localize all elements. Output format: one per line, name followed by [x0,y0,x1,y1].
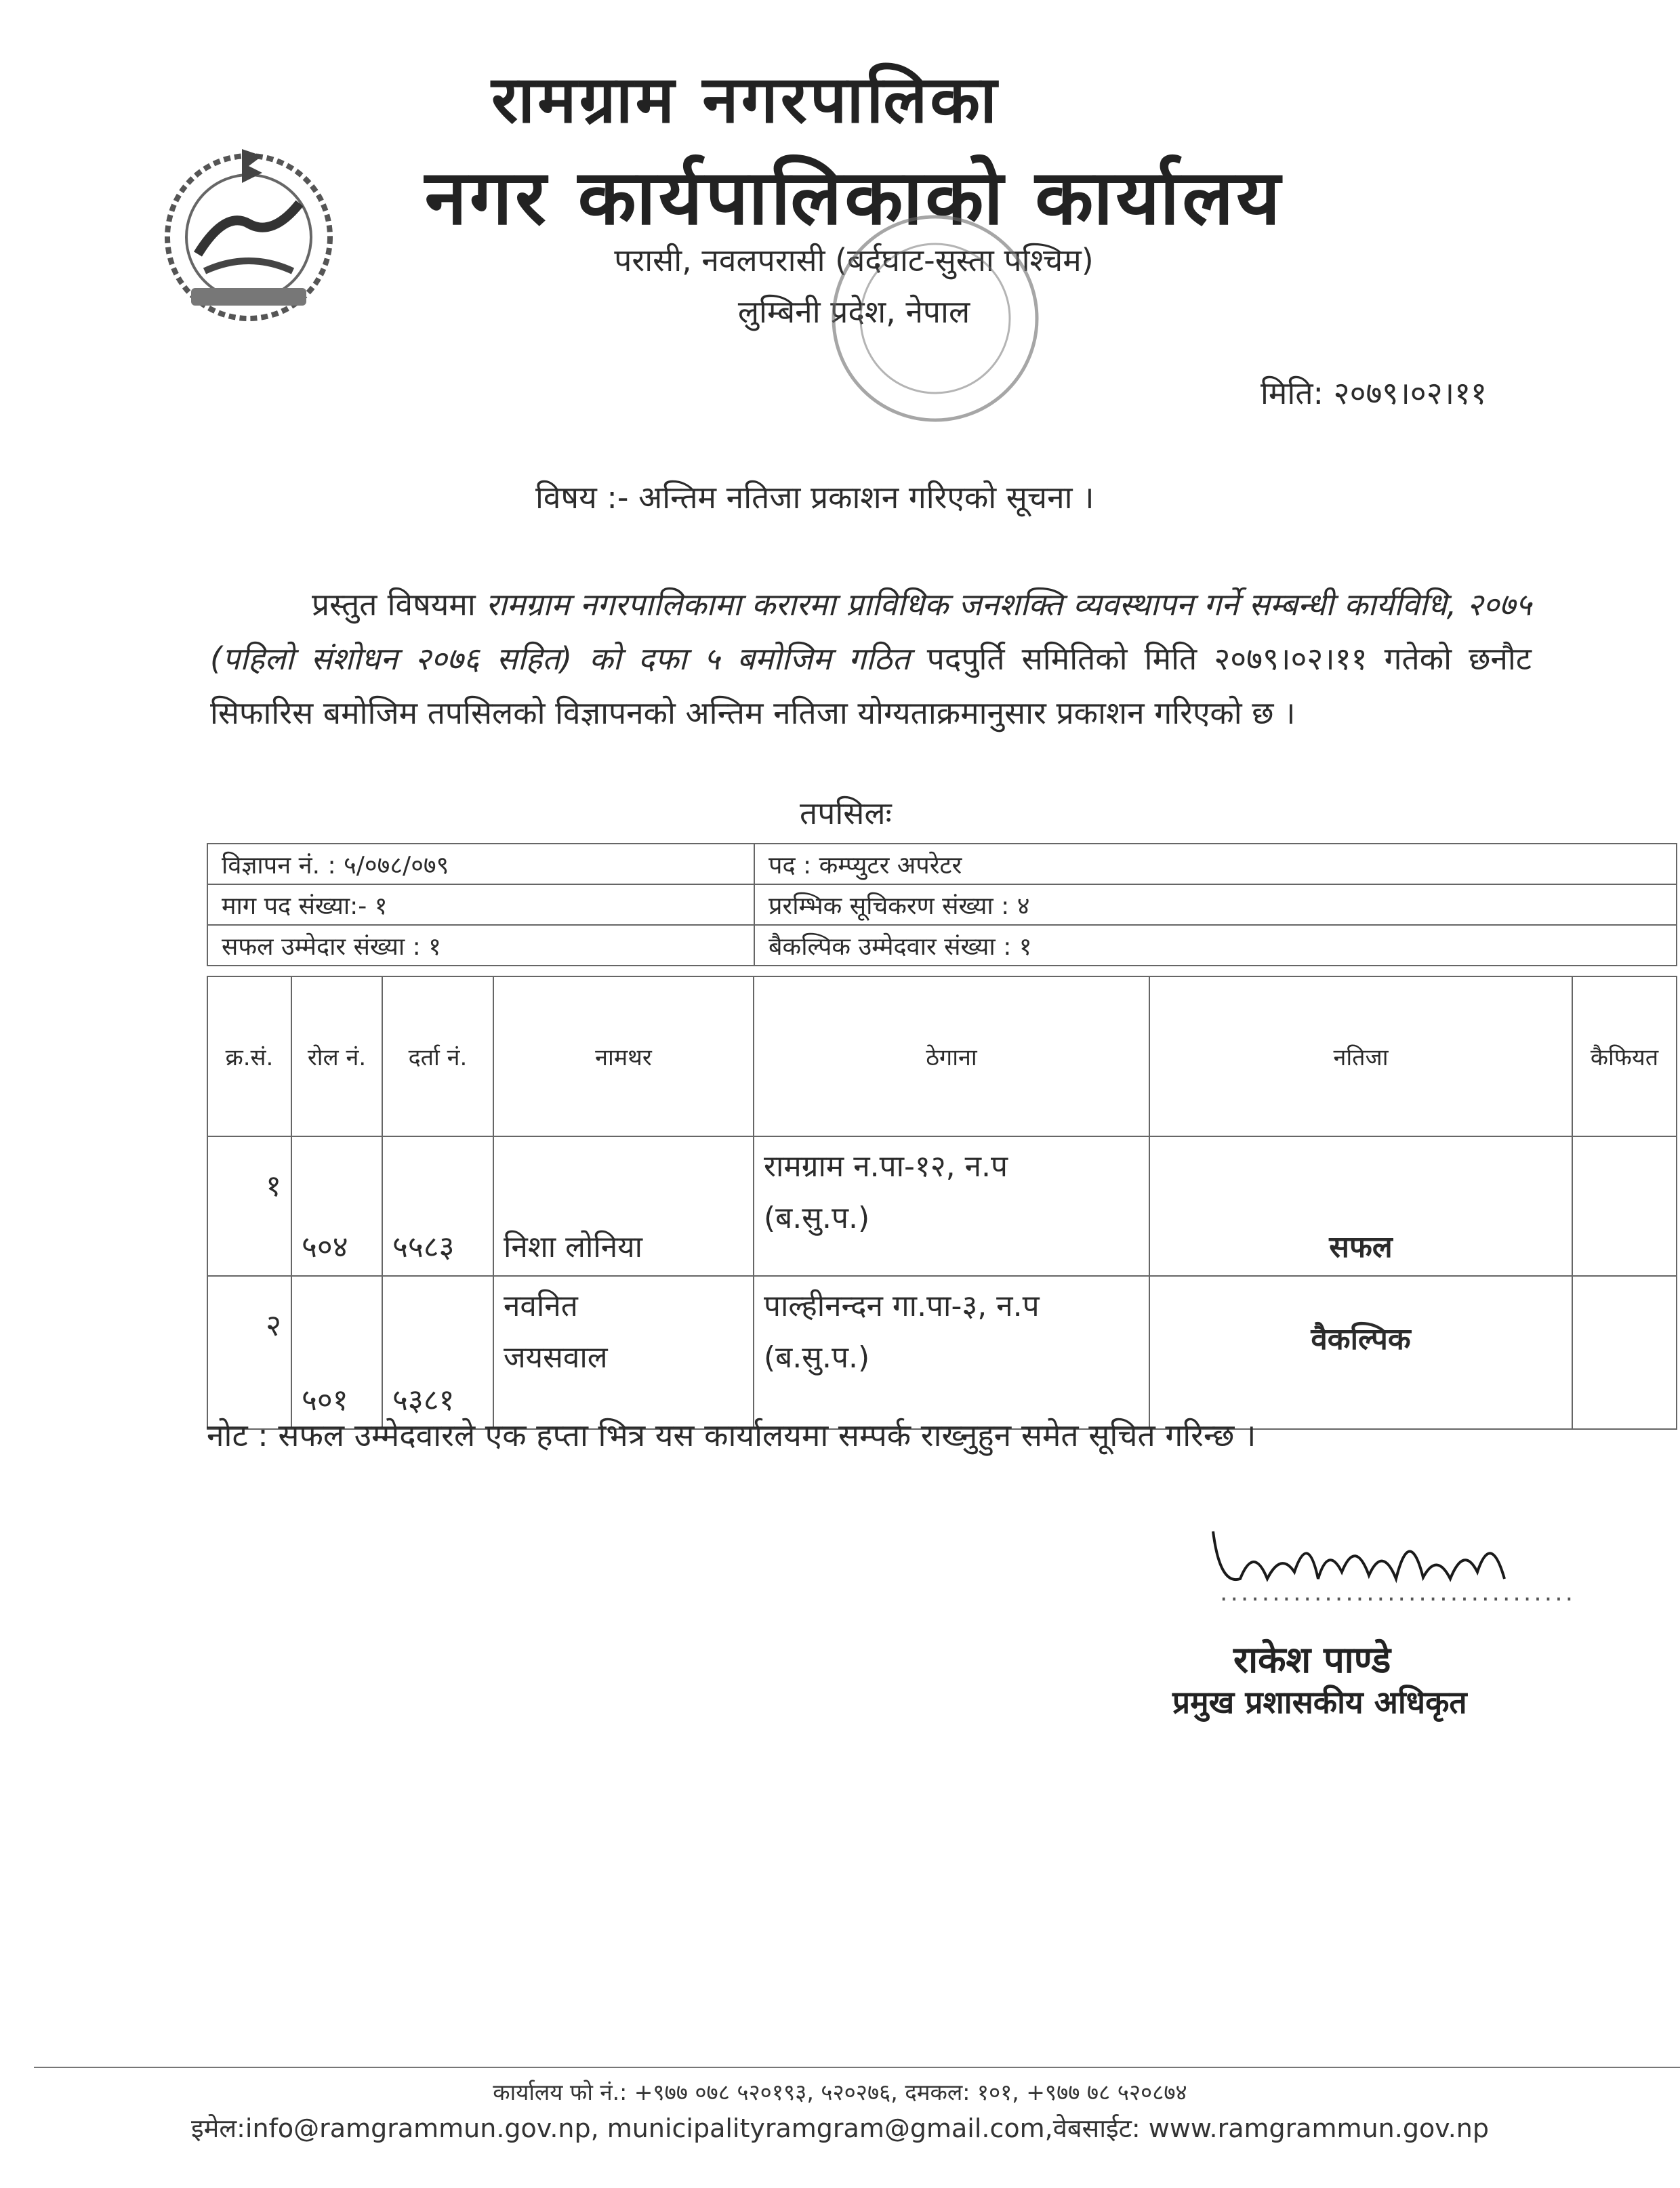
row-reg: ५५८३ [382,1136,493,1276]
office-name: रामग्राम नगरपालिका [491,62,1000,138]
row-result: सफल [1149,1136,1572,1276]
header-remarks: कैफियत [1572,976,1677,1136]
results-table [207,976,1677,1430]
row-address-line1: पाल्हीनन्दन गा.पा-३, न.प [764,1289,1040,1323]
shortlist-count: प्ररम्भिक सूचिकरण संख्या : ४ [754,884,1677,925]
notice-subject: विषय :- अन्तिम नतिजा प्रकाशन गरिएको सूचना । [535,479,1094,516]
footer-emails: इमेल:info@ramgrammun.gov.np, municipalityramgram@gmail.com,वेबसाईट: www.ramgrammun.gov.np [190,2113,1490,2143]
row-remarks [1572,1276,1677,1429]
row-name [493,1276,754,1429]
signatory-designation: प्रमुख प्रशासकीय अधिकृत [1172,1684,1467,1720]
notice-date: मिति: २०७९।०२।११ [1261,375,1487,411]
row-result: वैकल्पिक [1149,1276,1572,1429]
office-address-line1: परासी, नवलपरासी (बर्दघाट-सुस्ता पश्चिम) [614,242,1094,278]
row-address-line2: (ब.सु.प.) [764,1201,870,1235]
row-address [754,1136,1149,1276]
row-name-line1: नवनित [504,1289,578,1323]
signature-dots: .................................. [1220,1579,1576,1607]
row-remarks [1572,1136,1677,1276]
row-address-line1: रामग्राम न.पा-१२, न.प [764,1149,1008,1184]
alternate-count: बैकल्पिक उम्मेदवार संख्या : १ [754,925,1677,966]
office-stamp [786,203,1044,447]
header-name: नामथर [493,976,754,1136]
signatory-name: राकेश पाण्डे [1233,1638,1391,1681]
nepal-emblem-icon [150,136,347,332]
header-sn: क्र.सं. [207,976,291,1136]
office-address-line2: लुम्बिनी प्रदेश, नेपाल [737,293,970,330]
notice-note: नोट : सफल उम्मेदवारले एक हप्ता भित्र यस कार्यालयमा सम्पर्क राख्नुहुन समेत सूचित गरिन्छ । [207,1417,1256,1453]
notice-body [210,577,1532,740]
row-roll: ५०१ [291,1276,382,1429]
footer-contact: कार्यालय फो नं.: +९७७ ०७८ ५२०१९३, ५२०२७६, दमकल: १०१, +९७७ ७८ ५२०८७४ [493,2079,1187,2105]
ad-number: विज्ञापन नं. : ५/०७८/०७९ [207,844,754,884]
row-reg: ५३८१ [382,1276,493,1429]
row-address [754,1276,1149,1429]
row-roll: ५०४ [291,1136,382,1276]
row-name-line2: जयसवाल [504,1340,608,1375]
results-header-row [207,976,1677,1136]
success-count: सफल उम्मेदार संख्या : १ [207,925,754,966]
body-text-intro: प्रस्तुत विषयमा [312,586,486,623]
table-row [207,1276,1677,1429]
office-title: नगर कार्यपालिकाको कार्यालय [424,154,1284,242]
vacancy-info-table [207,843,1677,966]
header-result: नतिजा [1149,976,1572,1136]
table-row [207,1136,1677,1276]
row-name: निशा लोनिया [493,1136,754,1276]
demand-count: माग पद संख्या:- १ [207,884,754,925]
header-reg: दर्ता नं. [382,976,493,1136]
row-address-line2: (ब.सु.प.) [764,1340,870,1375]
body-text-procedure: रामग्राम नगरपालिकामा करारमा प्राविधिक जनशक्ति व्यवस्थापन गर्ने सम्बन्धी कार्यविधि, २०७५ (पहिलो संशोधन २०७६ सहित) को दफा ५ बमोजिम गठित [210,586,1532,677]
body-text-conclusion: पदपुर्ति समितिको मिति २०७९।०२।११ गतेको छनौट सिफारिस बमोजिम तपसिलको विज्ञापनको अन्तिम नतिजा योग्यताक्रमानुसार प्रकाशन गरिएको छ । [210,640,1532,731]
header-address: ठेगाना [754,976,1149,1136]
row-sn: २ [207,1276,291,1429]
footer-divider [34,2067,1680,2068]
post-name: पद : कम्प्युटर अपरेटर [754,844,1677,884]
header-roll: रोल नं. [291,976,382,1136]
schedule-label: तपसिलः [800,795,892,831]
row-sn: १ [207,1136,291,1276]
